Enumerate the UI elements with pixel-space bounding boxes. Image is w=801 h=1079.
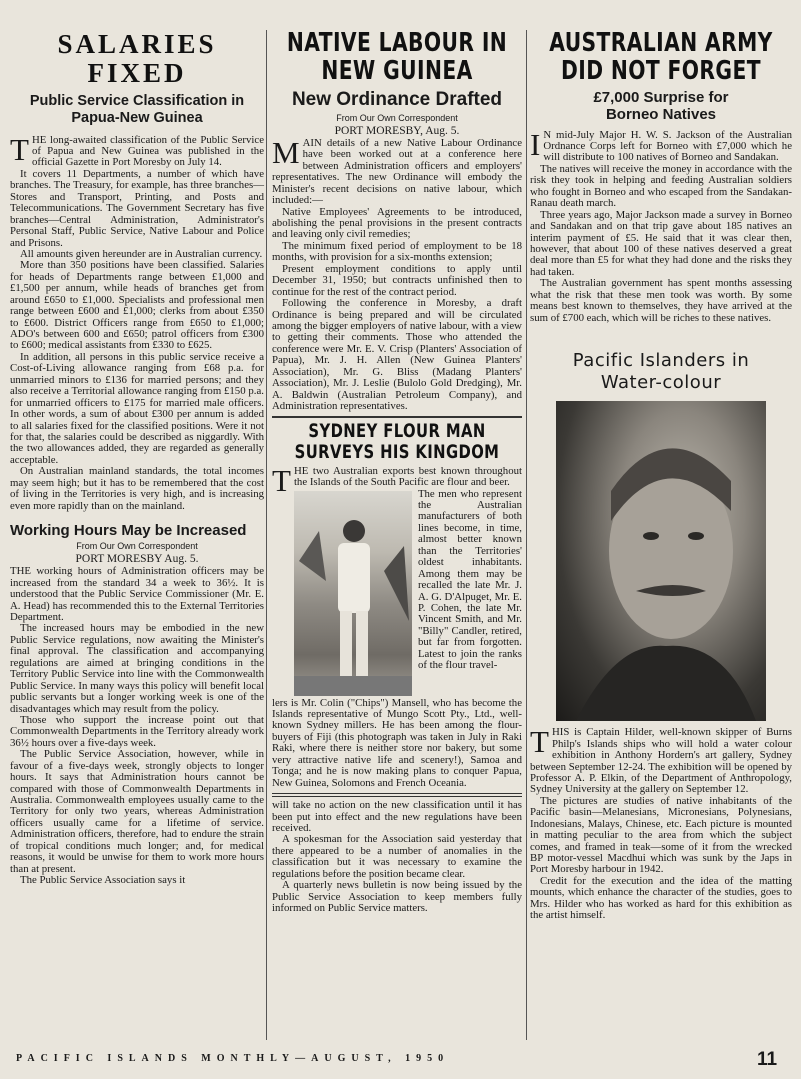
article-body-flour-man [272, 462, 522, 789]
paragraph: I N mid-July Major H. W. S. Jackson of the Australian Ordnance Corps left for Borneo with £7,000 which he will distribute to 100 natives of Borneo and Sandakan. [530, 126, 792, 164]
paragraph: All amounts given hereunder are in Australian currency. [20, 247, 263, 260]
paragraph: will take no action on the new classification until it has been put into effect and the new regulations have been received. [272, 799, 522, 834]
page-number: 11 [757, 1049, 778, 1070]
headline-sydney-flour-man: SYDNEY FLOUR MAN SURVEYS HIS KINGDOM [294, 420, 500, 463]
article-body-water-colour [530, 724, 792, 922]
article-body-working-hours [10, 566, 264, 886]
photo-colin-mansell [294, 491, 412, 696]
paragraph: Three years ago, Major Jackson made a survey in Borneo and Sandakan and on that trip gave about 185 natives an interim payment of £5. He said that it was clear then, however, that about 100 of these natives deserved a great deal more than £5 for what they had done and the risks they had taken. [530, 208, 792, 278]
paragraph: Native Employees' Agreements to be introduced, abolishing the penal provisions in the present contracts and leaving only civil remedies; [272, 205, 522, 241]
paragraph: Following the conference in Moresby, a draft Ordinance is being prepared and will be circulated among the bigger employers of native labour, with a view to getting their comments. Those who attended the conference were Mr. E. V. Crisp (Planters' Association of Papua), Mr. J. H. Allen (New Guinea Planters' Association), Mr. G. Bliss (Madang Planters' Association), Mr. J. Leslie (Bulolo Gold Dredging), Mr. A. Baldwin (Australian Petroleum Company), and Administration representatives. [272, 297, 522, 412]
drop-cap: M [272, 134, 300, 170]
section-divider [272, 416, 522, 418]
headline-australian-army: AUSTRALIAN ARMY DID NOT FORGET [549, 28, 773, 86]
drop-cap: T [10, 131, 29, 167]
man-standing-icon [294, 491, 412, 696]
paragraph: THE two Australian exports best known throughout the Islands of the South Pacific are flour and beer. [272, 462, 522, 498]
portrait-icon [556, 401, 766, 721]
article-column-2 [272, 0, 522, 914]
article-body-salaries [10, 131, 264, 512]
article-body-continued [272, 800, 522, 914]
paragraph: More than 350 positions have been classified. Salaries for heads of Departments range between £1,000 and £1,500 per annum, while heads of branches get from around £650 to £1,000. Specialists and professional men range between £600 and £1,000; clerks from about £350 to £600. District Officers range from £650 to £1,000; ADO's between 600 and £650; patrol officers from £300 to £600; medical assistants from £330 to £625. [10, 259, 264, 352]
headline-pacific-islanders: Pacific Islanders in Water-colour [572, 350, 750, 393]
article-body-native-labour [272, 134, 522, 413]
paragraph: Credit for the execution and the idea of the matting mounts, which enhance the character of the studies, goes to Mrs. Hilder who has worked as hard for this exhibition as the artist himself. [530, 874, 792, 922]
paragraph: THIS is Captain Hilder, well-known skipper of Burns Philp's Islands ships who will hold a water colour exhibition in Anthony Hordern's art gallery, Sydney between September 12-24. The exhibition will be opened by Professor A. P. Elkin, of the Department of Anthropology, Sydney University at the gallery on September 12. [530, 724, 792, 796]
column-divider [526, 30, 527, 1040]
paragraph: The Australian government has spent months assessing what the risk that these men took was worth. By some means best known to themselves, they have arrived at the sum of £700 each, which will be riches to these natives. [530, 277, 792, 324]
paragraph: The pictures are studies of native inhabitants of the Pacific basin—Melanesians, Micronesians, Polynesians, Indonesians, Malays, Chinese, etc. Each picture is mounted in matting peculiar to the area from which the subject comes, and framed in teak—some of it from the wrecked BP motor-vessel Macdhui which was sunk by the Japs in Port Moresby harbour in 1942. [530, 794, 792, 876]
byline: From Our Own Correspondent [76, 541, 198, 552]
paragraph: lers is Mr. Colin ("Chips") Mansell, who has become the Islands representative of Mungo Scott Pty., Ltd., well-known Sydney millers. He has been among the flour-buyers of Fiji (this photograph was taken in July in Raki Raki, where there is neither store nor bakery, but some very attractive native life and scenery!), Samoa and Tonga; and he is now making plans to conquer Papua, New Guinea, Solomons and French Oceania. [272, 696, 522, 789]
paragraph: THE working hours of Administration officers may be increased from the standard 34 a week to 36½. It is understood that the Public Service Commissioner (Mr. E. A. Head) has recommended this to the External Territories Department. [10, 565, 264, 623]
column-divider [266, 30, 267, 1040]
paragraph: A spokesman for the Association said yesterday that there appeared to be a number of anomalies in the classification but it was necessary to examine the regulations before the position became clear. [272, 833, 522, 880]
paragraph: THE long-awaited classification of the Public Service of Papua and New Guinea was published in the official Gazette in Port Moresby on July 14. [10, 131, 264, 169]
paragraph: Present employment conditions to apply until December 31, 1950; but contracts unfinished then to continue for the rest of the contract period. [272, 262, 522, 298]
subheadline-public-service: Public Service Classification in Papua-New Guinea [29, 93, 245, 126]
byline: From Our Own Correspondent [336, 112, 458, 123]
subheadline-borneo-natives: £7,000 Surprise for Borneo Natives [593, 89, 729, 124]
article-body-army [530, 126, 792, 324]
paragraph: A quarterly news bulletin is now being issued by the Public Service Association to keep members fully informed on Public Service matters. [272, 879, 522, 914]
paragraph: In addition, all persons in this public service receive a Cost-of-Living allowance ranging from £68 p.a. for unmarried minors to £136 for married persons; and they also receive a Territorial allowance ranging from £150 p.a. for unmarried officers to £175 for married male officers. In other words, a sum of about £300 per annum is added to all salaries fixed for the classified positions. Were it not for that, the salaries could be described as niggardly. With the two allowances added, they are regarded as generally acceptable. [10, 350, 264, 466]
paragraph: On Australian mainland standards, the total incomes may seem high; but it has to be remembered that the cost of living in the Territories is very high, and is increasing even more rapidly than on the mainland. [10, 465, 264, 512]
paragraph: The increased hours may be embodied in the new Public Service regulations, now awaiting the Minister's final approval. The classification and accompanying regulations are aimed at bringing conditions in the Territory Public Service into line with the Commonwealth Public Service. In many ways this policy will benefit local public servants but a longer working week is one of the disadvantages which may result from the policy. [10, 622, 264, 715]
paragraph: The Public Service Association says it [20, 874, 186, 887]
headline-salaries-fixed: SALARIES FIXED [57, 29, 217, 88]
drop-cap: I [530, 126, 541, 162]
article-column-3 [530, 0, 792, 922]
paragraph: The natives will receive the money in accordance with the risk they took in helping and feeding Australian soldiers who fought in Borneo and who escaped from the Sandakan-Ranau death march. [530, 162, 792, 210]
headline-working-hours: Working Hours May be Increased [10, 522, 247, 539]
paragraph: The Public Service Association, however, while in favour of a five-days week, strongly objects to longer hours. It says that Administration hours cannot be compared with those of Commonwealth Departments in Australia. Commonwealth employees usually came to the Territory for only two years, whereas Administration officers usually came for a lifetime of service. Administration officers, therefore, had to endure the strain of tropical conditions much longer; and, for medical reasons, it would be unwise for them to work more hours than at present. [10, 748, 264, 875]
photo-captain-hilder [556, 401, 766, 721]
paragraph: The minimum fixed period of employment to be 18 months, with provision for a six-months extension; [272, 239, 522, 264]
subheadline-new-ordinance: New Ordinance Drafted [291, 89, 503, 111]
paragraph: The men who represent the Australian manufacturers of both lines become, in time, almost better known than the Territories' oldest inhabitants. Among them may be recalled the late Mr. J. A. G. D'Alpuget, Mr. E. P. Cohen, the late Mr. Vincent Smith, and Mr. "Billy" Candler, retired, but far from forgotten. Latest to join the ranks of the flour travel- [417, 487, 522, 672]
page-footer: PACIFIC ISLANDS MONTHLY—AUGUST, 1950 [16, 1053, 450, 1064]
paragraph: MAIN details of a new Native Labour Ordinance have been worked out at a conference here between Administration officers and employers' representatives. The new Ordinance will embody the Minister's recent decisions on native labour, which included:— [272, 134, 522, 207]
article-column-1 [10, 0, 264, 887]
section-divider [272, 793, 522, 797]
drop-cap: T [530, 724, 549, 760]
headline-native-labour: NATIVE LABOUR IN NEW GUINEA [286, 28, 508, 86]
drop-cap: T [272, 462, 291, 498]
dateline: PORT MORESBY Aug. 5. [75, 553, 199, 566]
paragraph: It covers 11 Departments, a number of which have branches. The Treasury, for example, has three branches—Stores and Transport, Printing, and Posts and Telecommunications. The Government Secretary has five branches—Central Administration, Administrator's Personal Staff, Public Service, Native Labour and Police and Prisons. [10, 167, 264, 249]
paragraph: Those who support the increase point out that Commonwealth Departments in the Territory already work 36½ hours over a five-days week. [10, 713, 264, 749]
dateline: PORT MORESBY, Aug. 5. [334, 124, 460, 137]
